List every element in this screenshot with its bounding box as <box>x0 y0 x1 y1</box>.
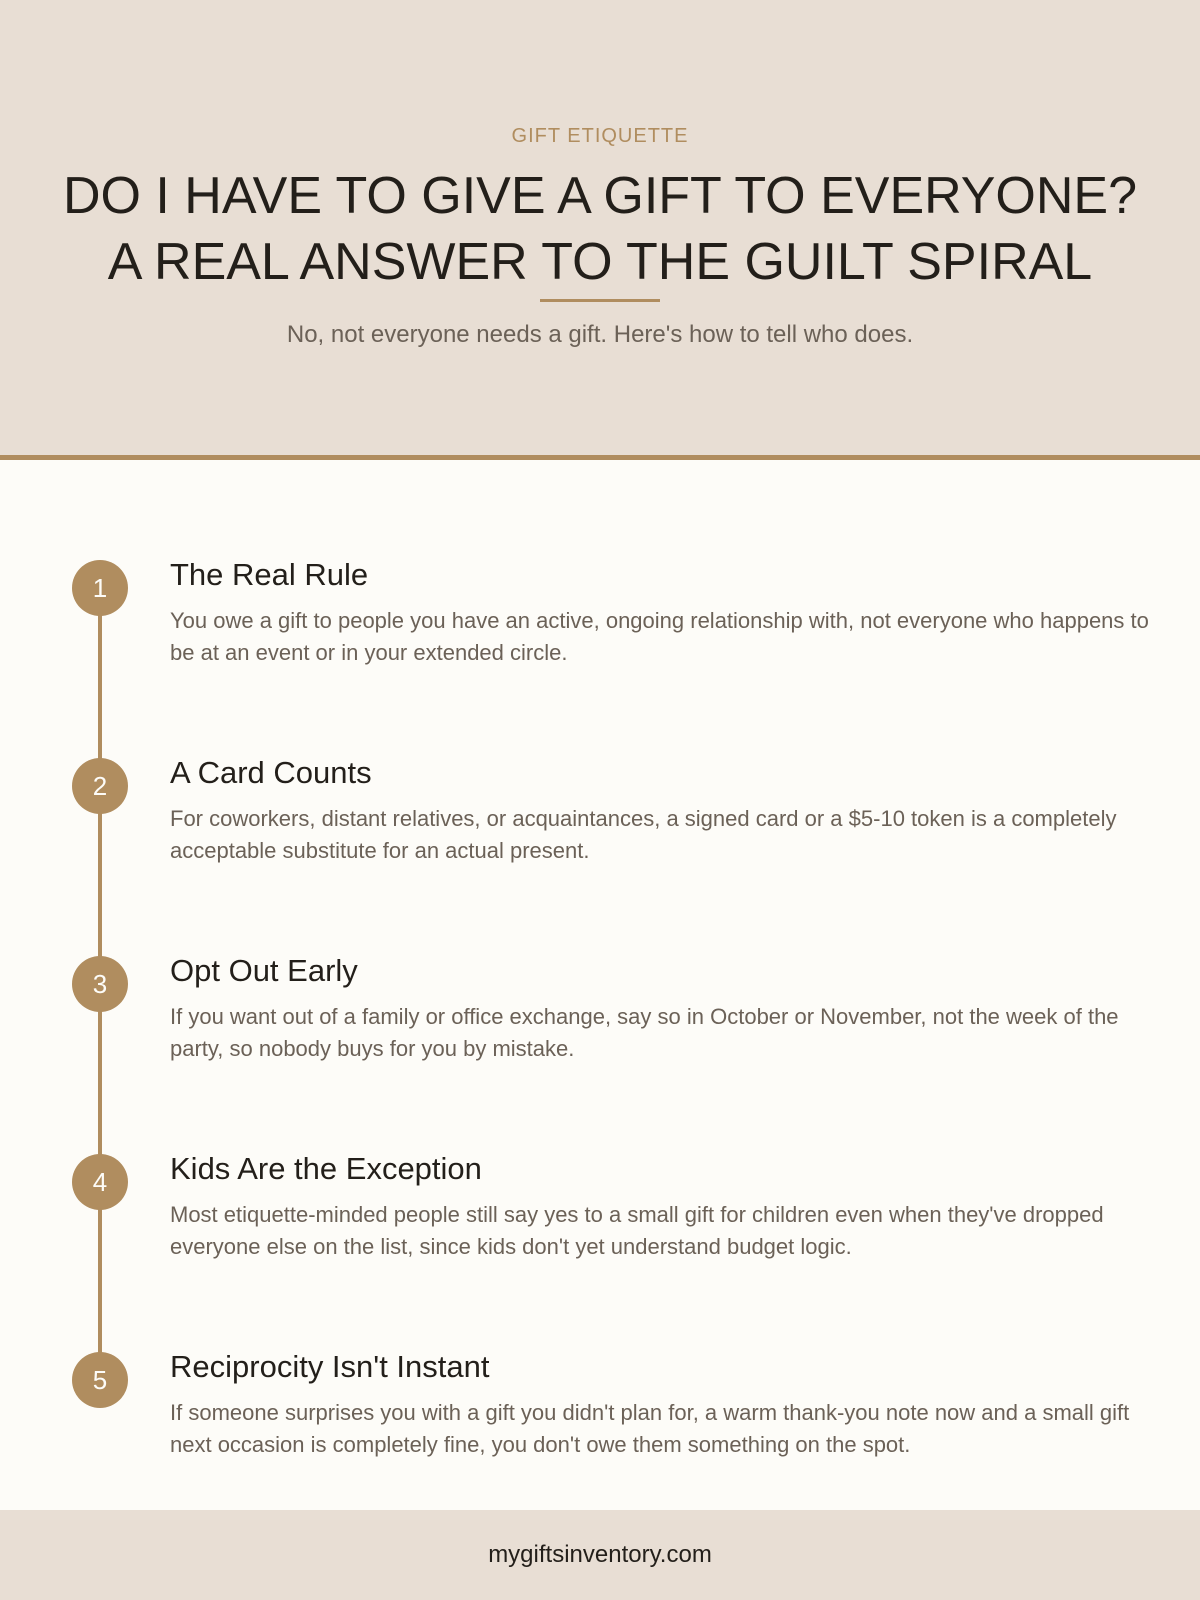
step-number-badge: 4 <box>72 1154 128 1210</box>
step-number-badge: 5 <box>72 1352 128 1408</box>
page-title-line-1: DO I HAVE TO GIVE A GIFT TO EVERYONE? <box>62 167 1138 225</box>
header <box>0 0 1200 460</box>
step-number-badge: 3 <box>72 956 128 1012</box>
step-title: Reciprocity Isn't Instant <box>170 1349 490 1384</box>
page-title <box>0 163 1200 295</box>
step-title: Opt Out Early <box>170 953 358 988</box>
step-body: Most etiquette-minded people still say yes to a small gift for children even when they've dropped everyone else on the list, since kids don't yet understand budget logic. <box>170 1202 1104 1259</box>
step-title: The Real Rule <box>170 557 369 592</box>
step-body: If you want out of a family or office exchange, say so in October or November, not the week of the party, so nobody buys for you by mistake. <box>170 1004 1119 1061</box>
step-title: Kids Are the Exception <box>170 1151 482 1186</box>
footer <box>0 1510 1200 1600</box>
step-body: If someone surprises you with a gift you didn't plan for, a warm thank-you note now and a small gift next occasion is completely fine, you don't owe them something on the spot. <box>170 1400 1130 1457</box>
eyebrow-label: GIFT ETIQUETTE <box>511 125 689 147</box>
page-title-line-2: A REAL ANSWER TO THE GUILT SPIRAL <box>107 233 1093 291</box>
page-subtitle: No, not everyone needs a gift. Here's how to tell who does. <box>286 321 914 348</box>
step-number-badge: 1 <box>72 560 128 616</box>
step-number-badge: 2 <box>72 758 128 814</box>
step-body: For coworkers, distant relatives, or acquaintances, a signed card or a $5-10 token is a completely acceptable substitute for an actual present. <box>170 806 1117 863</box>
footer-site-name: mygiftsinventory.com <box>488 1541 712 1568</box>
title-divider <box>540 299 660 302</box>
step-title: A Card Counts <box>170 755 372 790</box>
step-body: You owe a gift to people you have an active, ongoing relationship with, not everyone who happens to be at an event or in your extended circle. <box>170 608 1149 665</box>
